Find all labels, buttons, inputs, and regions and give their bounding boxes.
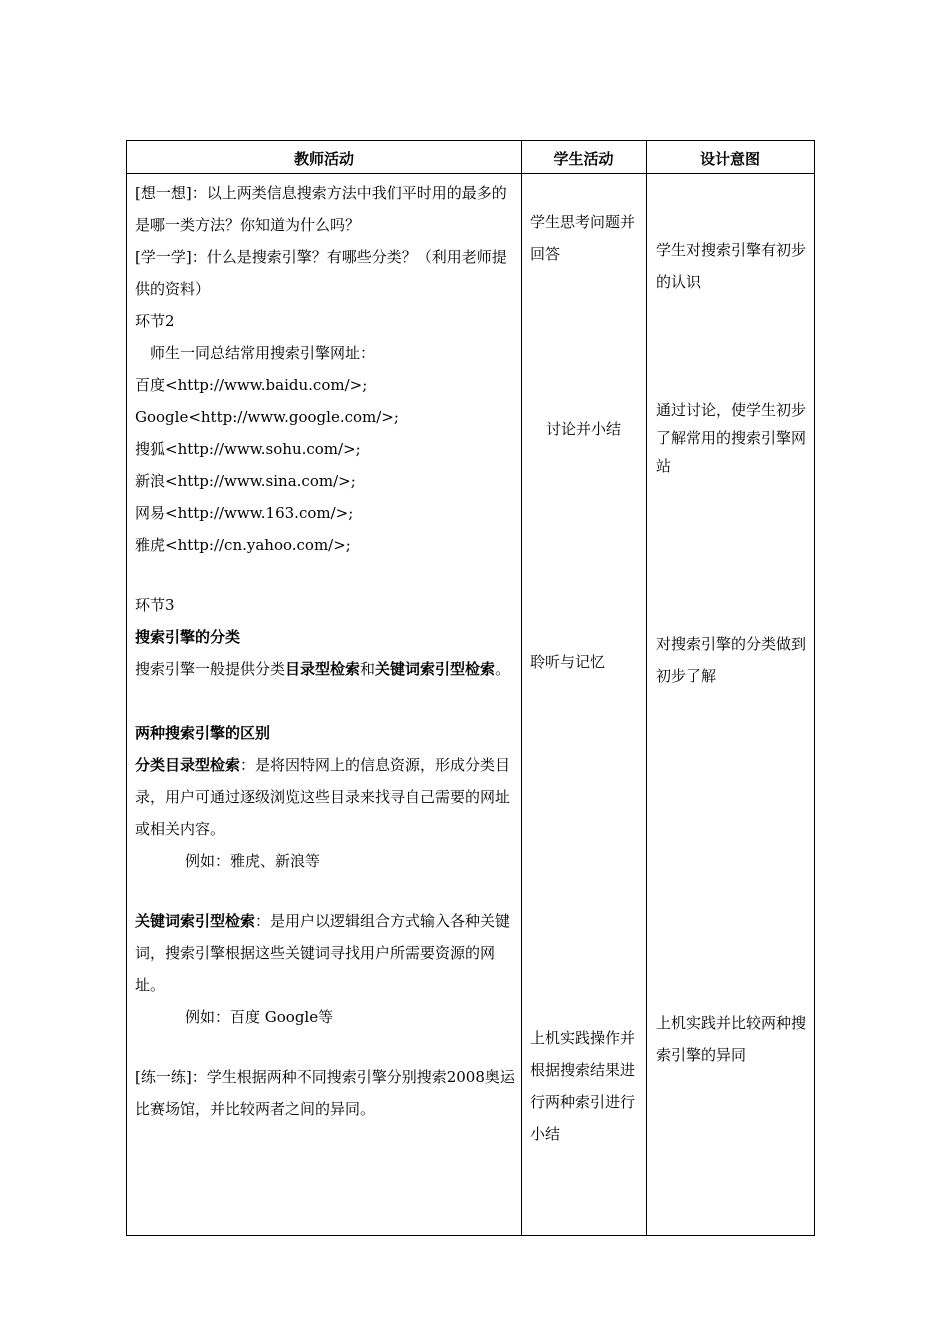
student-activity-3: 聆听与记忆 [530, 653, 606, 671]
site-163: 网易<http://www.163.com/>; [135, 504, 354, 522]
difference-title: 两种搜索引擎的区别 [135, 724, 271, 742]
intent-4: 上机实践并比较两种搜索引擎的异同 [656, 1014, 807, 1064]
site-sina: 新浪<http://www.sina.com/>; [135, 472, 356, 490]
student-activity-4: 上机实践操作并根据搜索结果进行两种索引进行小结 [530, 1029, 636, 1143]
directory-search-text: 分类目录型检索：是将因特网上的信息资源，形成分类目录，用户可通过逐级浏览这些目录来找寻自己需要的网址或相关内容。 [135, 756, 511, 838]
learn-question: [学一学]：什么是搜索引擎？有哪些分类？（利用老师提供的资料） [135, 248, 507, 298]
intent-1: 学生对搜索引擎有初步的认识 [656, 241, 807, 291]
keyword-search-text: 关键词索引型检索：是用户以逻辑组合方式输入各种关键词，搜索引擎根据这些关键词寻找用户所需要资源的网址。 [135, 912, 511, 994]
student-activity-1: 学生思考问题并回答 [530, 213, 636, 263]
site-sohu: 搜狐<http://www.sohu.com/>; [135, 440, 361, 458]
section-2-label: 环节2 [135, 312, 175, 330]
site-yahoo: 雅虎<http://cn.yahoo.com/>; [135, 536, 351, 554]
header-teacher: 教师活动 [293, 150, 354, 168]
intent-3: 对搜索引擎的分类做到初步了解 [656, 635, 807, 685]
directory-example: 例如：雅虎、新浪等 [185, 852, 321, 870]
intent-2: 通过讨论，使学生初步了解常用的搜索引擎网站 [656, 401, 807, 475]
summary-line: 师生一同总结常用搜索引擎网址： [150, 344, 376, 362]
classification-text: 搜索引擎一般提供分类目录型检索和关键词索引型检索。 [135, 660, 511, 678]
column-divider [521, 141, 522, 1235]
practice-task: [练一练]：学生根据两种不同搜索引擎分别搜索2008奥运比赛场馆，并比较两者之间的异同。 [135, 1068, 515, 1118]
site-baidu: 百度<http://www.baidu.com/>; [135, 376, 368, 394]
think-question: [想一想]：以上两类信息搜索方法中我们平时用的最多的是哪一类方法？你知道为什么吗？ [135, 184, 507, 234]
student-activity-2: 讨论并小结 [546, 420, 622, 438]
site-google: Google<http://www.google.com/>; [135, 408, 399, 426]
header-student: 学生活动 [553, 150, 614, 168]
section-3-label: 环节3 [135, 596, 175, 614]
classification-title: 搜索引擎的分类 [135, 628, 241, 646]
header-intent: 设计意图 [699, 150, 760, 168]
column-divider [646, 141, 647, 1235]
keyword-example: 例如：百度 Google等 [185, 1008, 334, 1026]
